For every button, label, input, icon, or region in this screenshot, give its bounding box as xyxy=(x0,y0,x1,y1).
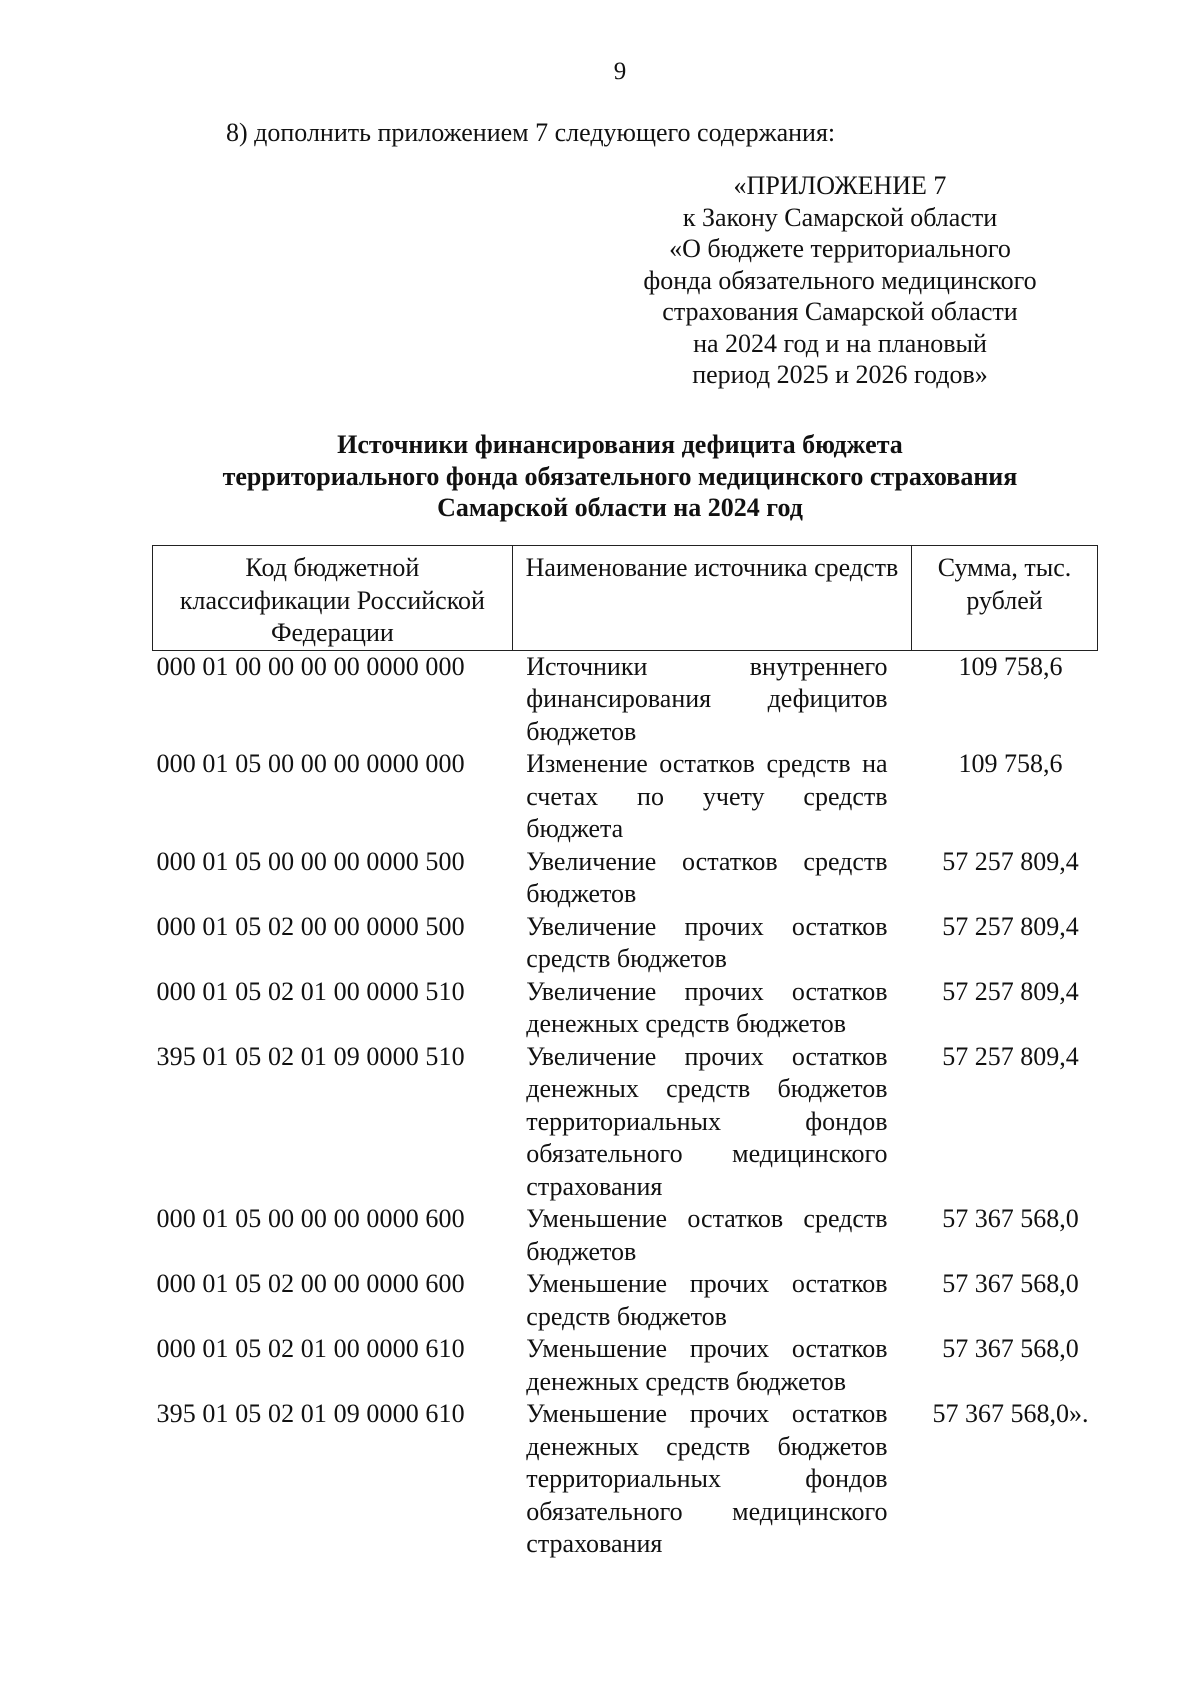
table-row xyxy=(153,1333,1098,1398)
row-amount: 57 367 568,0 xyxy=(942,1269,1079,1298)
title-line: Самарской области на 2024 год xyxy=(437,493,803,522)
row-amount: 57 367 568,0». xyxy=(932,1399,1089,1428)
row-code: 000 01 05 02 00 00 0000 500 xyxy=(156,911,465,941)
table-row xyxy=(153,748,1098,846)
table-row xyxy=(153,1041,1098,1204)
row-amount: 57 257 809,4 xyxy=(942,911,1079,941)
row-amount: 57 257 809,4 xyxy=(942,976,1079,1006)
header-code: Код бюджетной классификации Российской Федерации xyxy=(153,546,513,651)
annex-line: «О бюджете территориального xyxy=(669,234,1011,263)
row-name: Уменьшение прочих остатков денежных средств бюджетов xyxy=(526,1334,888,1396)
table-row xyxy=(153,1268,1098,1333)
table-row xyxy=(153,846,1098,911)
header-amount: Сумма, тыс. рублей xyxy=(912,546,1098,651)
row-amount: 57 257 809,4 xyxy=(942,846,1079,876)
row-name: Увеличение прочих остатков средств бюджетов xyxy=(526,911,888,973)
row-code: 000 01 05 00 00 00 0000 000 xyxy=(156,749,465,778)
row-name: Увеличение прочих остатков денежных средств бюджетов xyxy=(526,976,888,1038)
row-code: 000 01 05 02 00 00 0000 600 xyxy=(156,1269,465,1298)
row-name: Уменьшение прочих остатков денежных средств бюджетов территориальных фондов обязательного медицинского страхования xyxy=(526,1399,888,1558)
page-number: 9 xyxy=(613,58,627,85)
table-row xyxy=(153,1398,1098,1561)
table-row xyxy=(153,650,1098,748)
row-code: 395 01 05 02 01 09 0000 510 xyxy=(156,1041,465,1071)
row-code: 000 01 05 02 01 00 0000 610 xyxy=(156,1334,465,1363)
table-row xyxy=(153,1203,1098,1268)
annex-line: период 2025 и 2026 годов» xyxy=(692,360,988,389)
row-code: 395 01 05 02 01 09 0000 610 xyxy=(156,1399,465,1428)
row-amount: 57 257 809,4 xyxy=(942,1041,1079,1071)
row-code: 000 01 05 02 01 00 0000 510 xyxy=(156,976,465,1006)
annex-line: «ПРИЛОЖЕНИЕ 7 xyxy=(733,171,947,200)
row-code: 000 01 00 00 00 00 0000 000 xyxy=(156,651,465,681)
table-title xyxy=(120,429,1120,524)
table-row xyxy=(153,911,1098,976)
financing-sources-table xyxy=(152,545,1098,1561)
row-name: Источники внутреннего финансирования дефицитов бюджетов xyxy=(526,651,888,746)
row-amount: 109 758,6 xyxy=(958,651,1063,681)
annex-heading xyxy=(620,170,1060,391)
table-header-row xyxy=(153,546,1098,651)
title-line: Источники финансирования дефицита бюджета xyxy=(337,430,903,459)
row-name: Изменение остатков средств на счетах по учету средств бюджета xyxy=(526,749,888,843)
row-name: Уменьшение остатков средств бюджетов xyxy=(526,1204,888,1266)
annex-line: страхования Самарской области xyxy=(662,297,1018,326)
row-name: Уменьшение прочих остатков средств бюджетов xyxy=(526,1269,888,1331)
row-amount: 57 367 568,0 xyxy=(942,1334,1079,1363)
annex-line: на 2024 год и на плановый xyxy=(693,328,987,358)
title-line: территориального фонда обязательного медицинского страхования xyxy=(222,461,1018,491)
row-code: 000 01 05 00 00 00 0000 600 xyxy=(156,1204,465,1233)
row-name: Увеличение прочих остатков денежных средств бюджетов территориальных фондов обязательного медицинского страхования xyxy=(526,1041,888,1201)
intro-paragraph: 8) дополнить приложением 7 следующего содержания: xyxy=(226,118,836,147)
annex-line: фонда обязательного медицинского xyxy=(643,265,1037,295)
row-amount: 57 367 568,0 xyxy=(942,1204,1079,1233)
row-code: 000 01 05 00 00 00 0000 500 xyxy=(156,846,465,876)
annex-line: к Закону Самарской области xyxy=(682,202,998,232)
row-name: Увеличение остатков средств бюджетов xyxy=(526,846,888,908)
row-amount: 109 758,6 xyxy=(958,749,1063,778)
header-name: Наименование источника средств xyxy=(512,546,911,651)
table-row xyxy=(153,976,1098,1041)
